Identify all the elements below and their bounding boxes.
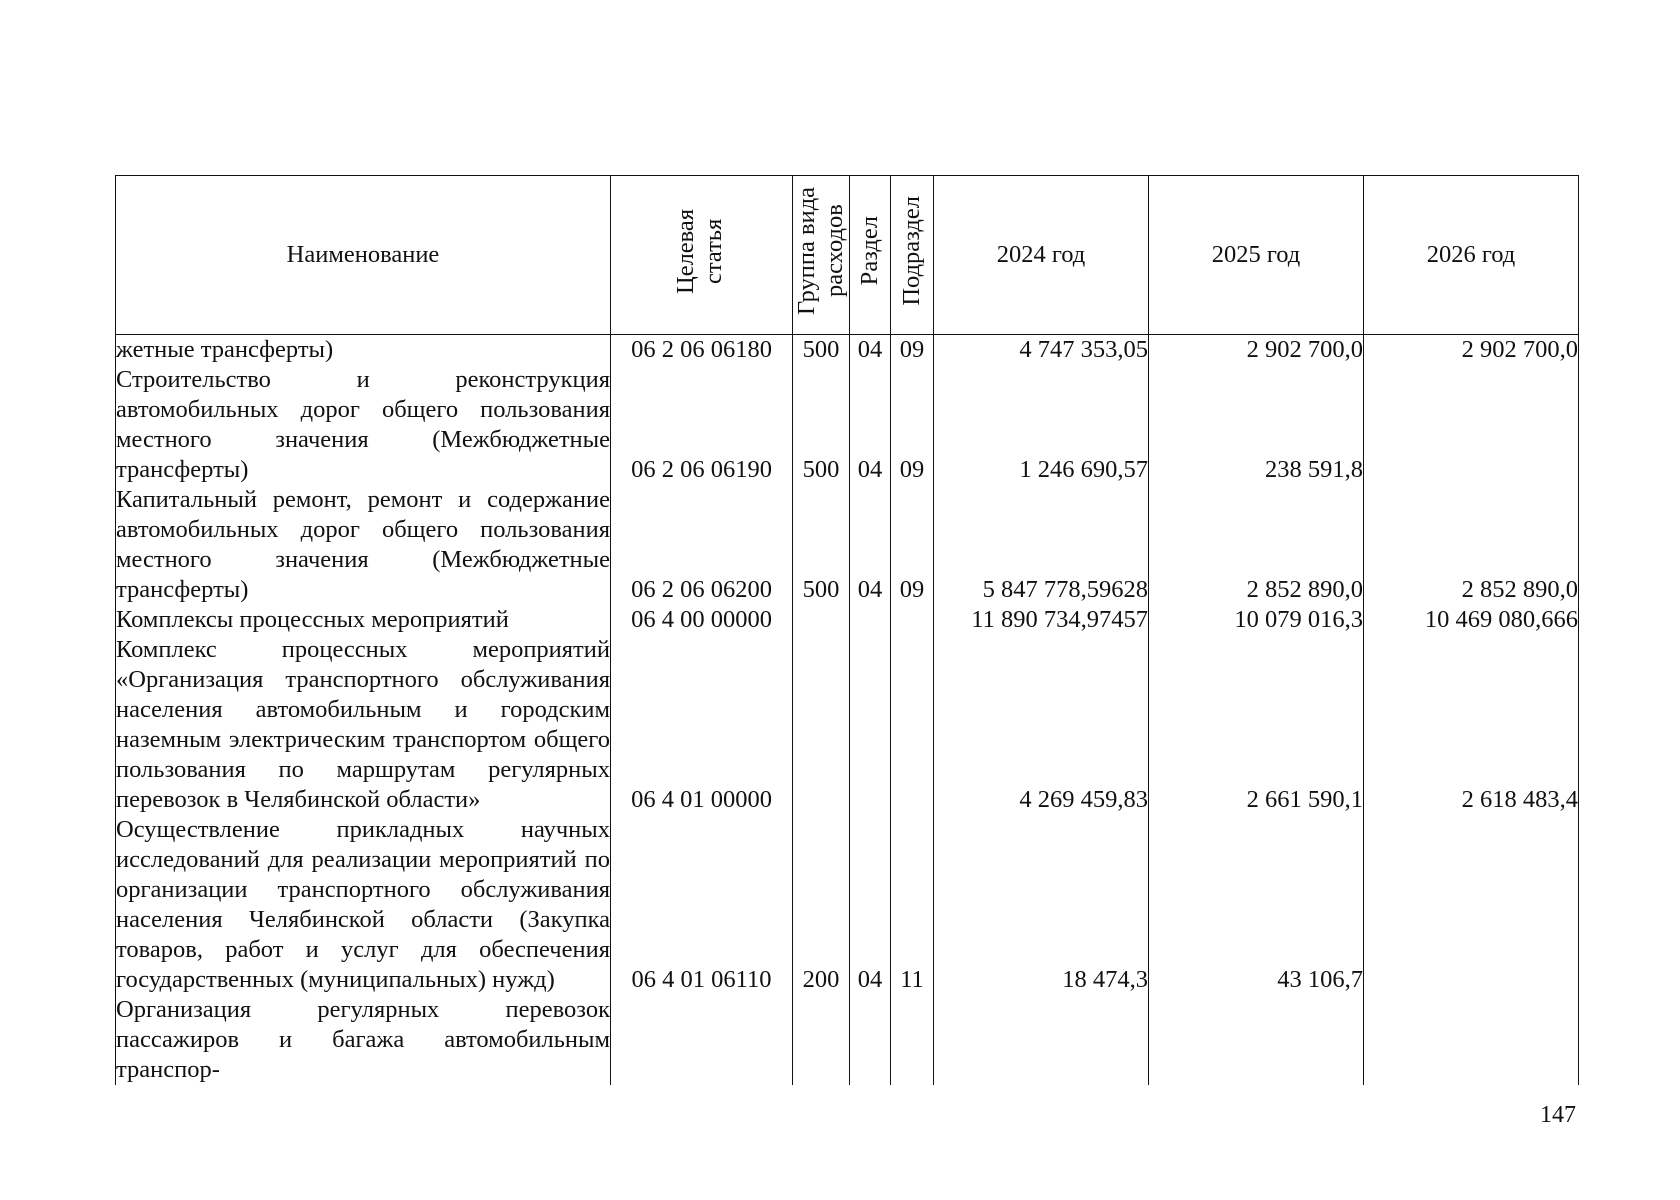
header-2025: 2025 год xyxy=(1149,176,1364,335)
row-section xyxy=(850,635,891,815)
row-2024: 11 890 734,97457 xyxy=(934,605,1149,635)
row-section: 04 xyxy=(850,365,891,485)
row-subsection xyxy=(891,635,934,815)
table-row xyxy=(116,365,1579,485)
row-2026: 2 618 483,4 xyxy=(1364,635,1579,815)
row-group xyxy=(793,635,850,815)
table-header-row xyxy=(116,176,1579,335)
row-name: Строительство и реконструкция автомобильных дорог общего пользования местного значения (Межбюджетные трансферты) xyxy=(116,366,610,483)
row-2024: 18 474,3 xyxy=(934,815,1149,995)
table-row xyxy=(116,995,1579,1085)
row-2026: 2 902 700,0 xyxy=(1364,335,1579,366)
row-2025 xyxy=(1149,995,1364,1085)
row-2024: 4 269 459,83 xyxy=(934,635,1149,815)
header-group: Группа вида расходов xyxy=(793,176,850,335)
row-section xyxy=(850,605,891,635)
row-2026: 2 852 890,0 xyxy=(1364,485,1579,605)
row-target xyxy=(611,995,793,1085)
row-group: 500 xyxy=(793,335,850,366)
row-2025: 43 106,7 xyxy=(1149,815,1364,995)
row-target: 06 2 06 06190 xyxy=(611,365,793,485)
row-subsection: 09 xyxy=(891,485,934,605)
row-2024: 1 246 690,57 xyxy=(934,365,1149,485)
row-2025: 2 852 890,0 xyxy=(1149,485,1364,605)
row-target: 06 4 00 00000 xyxy=(611,605,793,635)
row-group xyxy=(793,605,850,635)
row-2025: 2 661 590,1 xyxy=(1149,635,1364,815)
row-subsection xyxy=(891,605,934,635)
table-row xyxy=(116,635,1579,815)
row-target: 06 2 06 06200 xyxy=(611,485,793,605)
table-row xyxy=(116,335,1579,366)
row-2026 xyxy=(1364,815,1579,995)
header-section: Раздел xyxy=(850,176,891,335)
row-group: 500 xyxy=(793,485,850,605)
row-target: 06 2 06 06180 xyxy=(611,335,793,366)
table-row xyxy=(116,815,1579,995)
row-target: 06 4 01 00000 xyxy=(611,635,793,815)
row-name: Комплексы процессных мероприятий xyxy=(116,605,611,635)
row-group: 200 xyxy=(793,815,850,995)
row-2025: 10 079 016,3 xyxy=(1149,605,1364,635)
row-name: Осуществление прикладных научных исследований для реализации мероприятий по организации транспортного обслуживания населения Челябинской области (Закупка товаров, работ и услуг для обеспечения государственных (муниципальных) нужд) xyxy=(116,816,610,993)
row-2025: 2 902 700,0 xyxy=(1149,335,1364,366)
header-2024: 2024 год xyxy=(934,176,1149,335)
row-section: 04 xyxy=(850,335,891,366)
row-subsection: 09 xyxy=(891,365,934,485)
header-name: Наименование xyxy=(116,176,611,335)
row-2026: 10 469 080,666 xyxy=(1364,605,1579,635)
row-section xyxy=(850,995,891,1085)
row-subsection: 09 xyxy=(891,335,934,366)
row-section: 04 xyxy=(850,815,891,995)
row-2026 xyxy=(1364,995,1579,1085)
row-2025: 238 591,8 xyxy=(1149,365,1364,485)
header-subsection: Подраздел xyxy=(891,176,934,335)
row-subsection xyxy=(891,995,934,1085)
row-name: Комплекс процессных мероприятий «Организация транспортного обслуживания населения автомобильным и городским наземным электрическим транспортом общего пользования по маршрутам регулярных перевозок в Челябинской области» xyxy=(116,636,610,813)
row-target: 06 4 01 06110 xyxy=(611,815,793,995)
row-subsection: 11 xyxy=(891,815,934,995)
row-2024: 5 847 778,59628 xyxy=(934,485,1149,605)
table-row xyxy=(116,485,1579,605)
row-group: 500 xyxy=(793,365,850,485)
budget-table xyxy=(115,175,1579,1085)
row-section: 04 xyxy=(850,485,891,605)
row-name: жетные трансферты) xyxy=(116,335,611,366)
header-target: Целевая статья xyxy=(611,176,793,335)
table-row xyxy=(116,605,1579,635)
row-2026 xyxy=(1364,365,1579,485)
row-name: Капитальный ремонт, ремонт и содержание автомобильных дорог общего пользования местного значения (Межбюджетные трансферты) xyxy=(116,486,610,603)
row-group xyxy=(793,995,850,1085)
header-2026: 2026 год xyxy=(1364,176,1579,335)
page-number: 147 xyxy=(1540,1102,1576,1128)
row-2024: 4 747 353,05 xyxy=(934,335,1149,366)
row-name: Организация регулярных перевозок пассажиров и багажа автомобильным транспор- xyxy=(116,996,610,1083)
row-2024 xyxy=(934,995,1149,1085)
